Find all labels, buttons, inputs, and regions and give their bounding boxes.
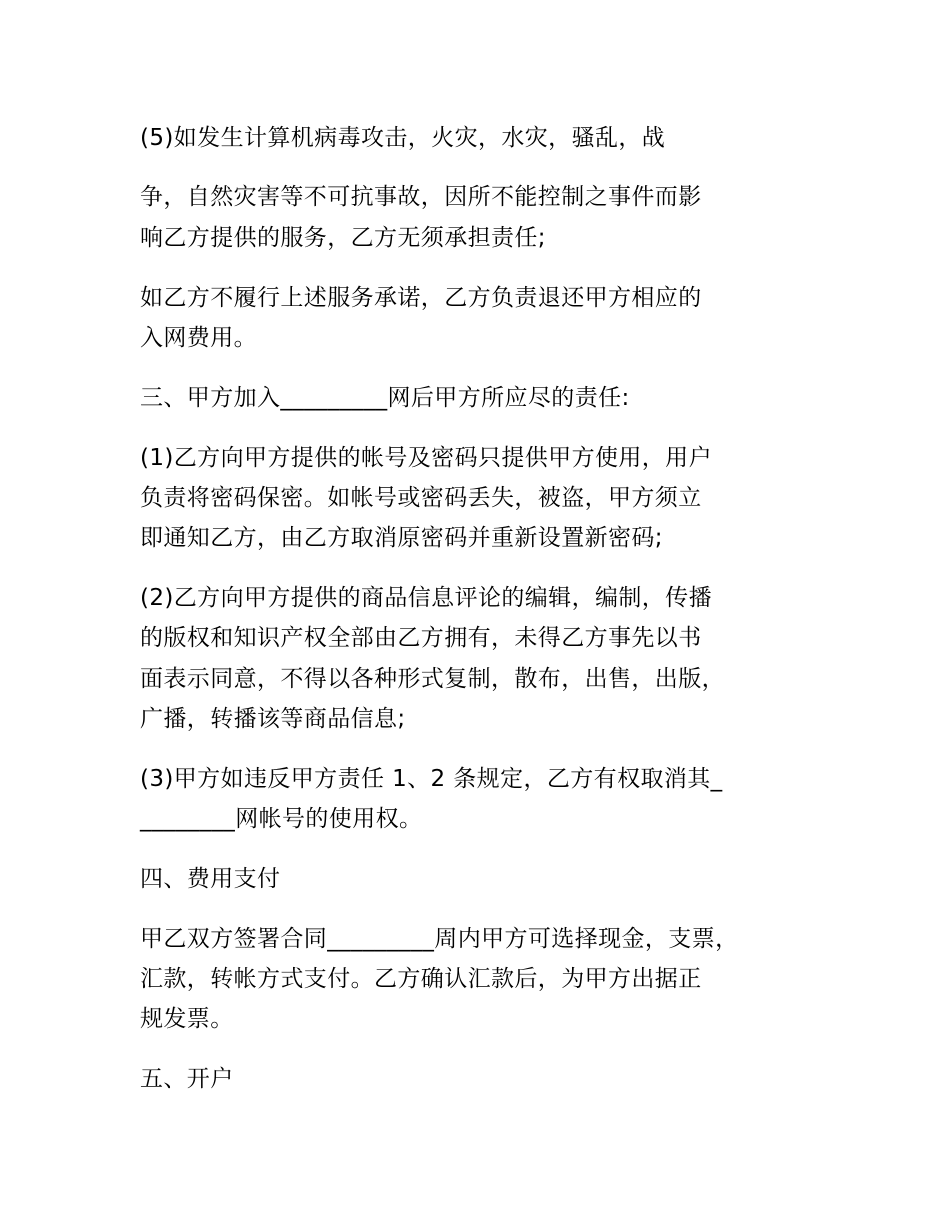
duty-3-line-2: ________网帐号的使用权。 [140, 806, 423, 832]
duty-2-line-2: 的版权和知识产权全部由乙方拥有，未得乙方事先以书 [140, 625, 702, 651]
duty-1-line-1: (1)乙方向甲方提供的帐号及密码只提供甲方使用，用户 [140, 445, 712, 471]
clause-5-line-2: 争，自然灾害等不可抗事故，因所不能控制之事件而影 [140, 184, 702, 210]
refund-line-1: 如乙方不履行上述服务承诺，乙方负责退还甲方相应的 [140, 285, 702, 311]
payment-line-3: 规发票。 [140, 1006, 234, 1032]
duty-1-line-3: 即通知乙方，由乙方取消原密码并重新设置新密码; [140, 525, 663, 551]
duty-2-line-3: 面表示同意，不得以各种形式复制，散布，出售，出版， [140, 666, 725, 692]
duty-1-line-2: 负责将密码保密。如帐号或密码丢失，被盗，甲方须立 [140, 485, 702, 511]
section-5-heading: 五、开户 [140, 1066, 234, 1092]
duty-2-line-4: 广播，转播该等商品信息; [140, 706, 406, 732]
refund-line-2: 入网费用。 [140, 325, 257, 351]
payment-line-1: 甲乙双方签署合同_________周内甲方可选择现金，支票， [140, 926, 739, 952]
payment-line-2: 汇款，转帐方式支付。乙方确认汇款后，为甲方出据正 [140, 966, 702, 992]
section-3-heading: 三、甲方加入_________网后甲方所应尽的责任: [140, 385, 630, 411]
section-4-heading: 四、费用支付 [140, 866, 281, 892]
duty-3-line-1: (3)甲方如违反甲方责任 1、2 条规定，乙方有权取消其_ [140, 766, 723, 792]
clause-5-line-1: (5)如发生计算机病毒攻击，火灾，水灾，骚乱，战 [140, 125, 666, 151]
clause-5-line-3: 响乙方提供的服务，乙方无须承担责任; [140, 225, 546, 251]
duty-2-line-1: (2)乙方向甲方提供的商品信息评论的编辑，编制，传播 [140, 585, 712, 611]
